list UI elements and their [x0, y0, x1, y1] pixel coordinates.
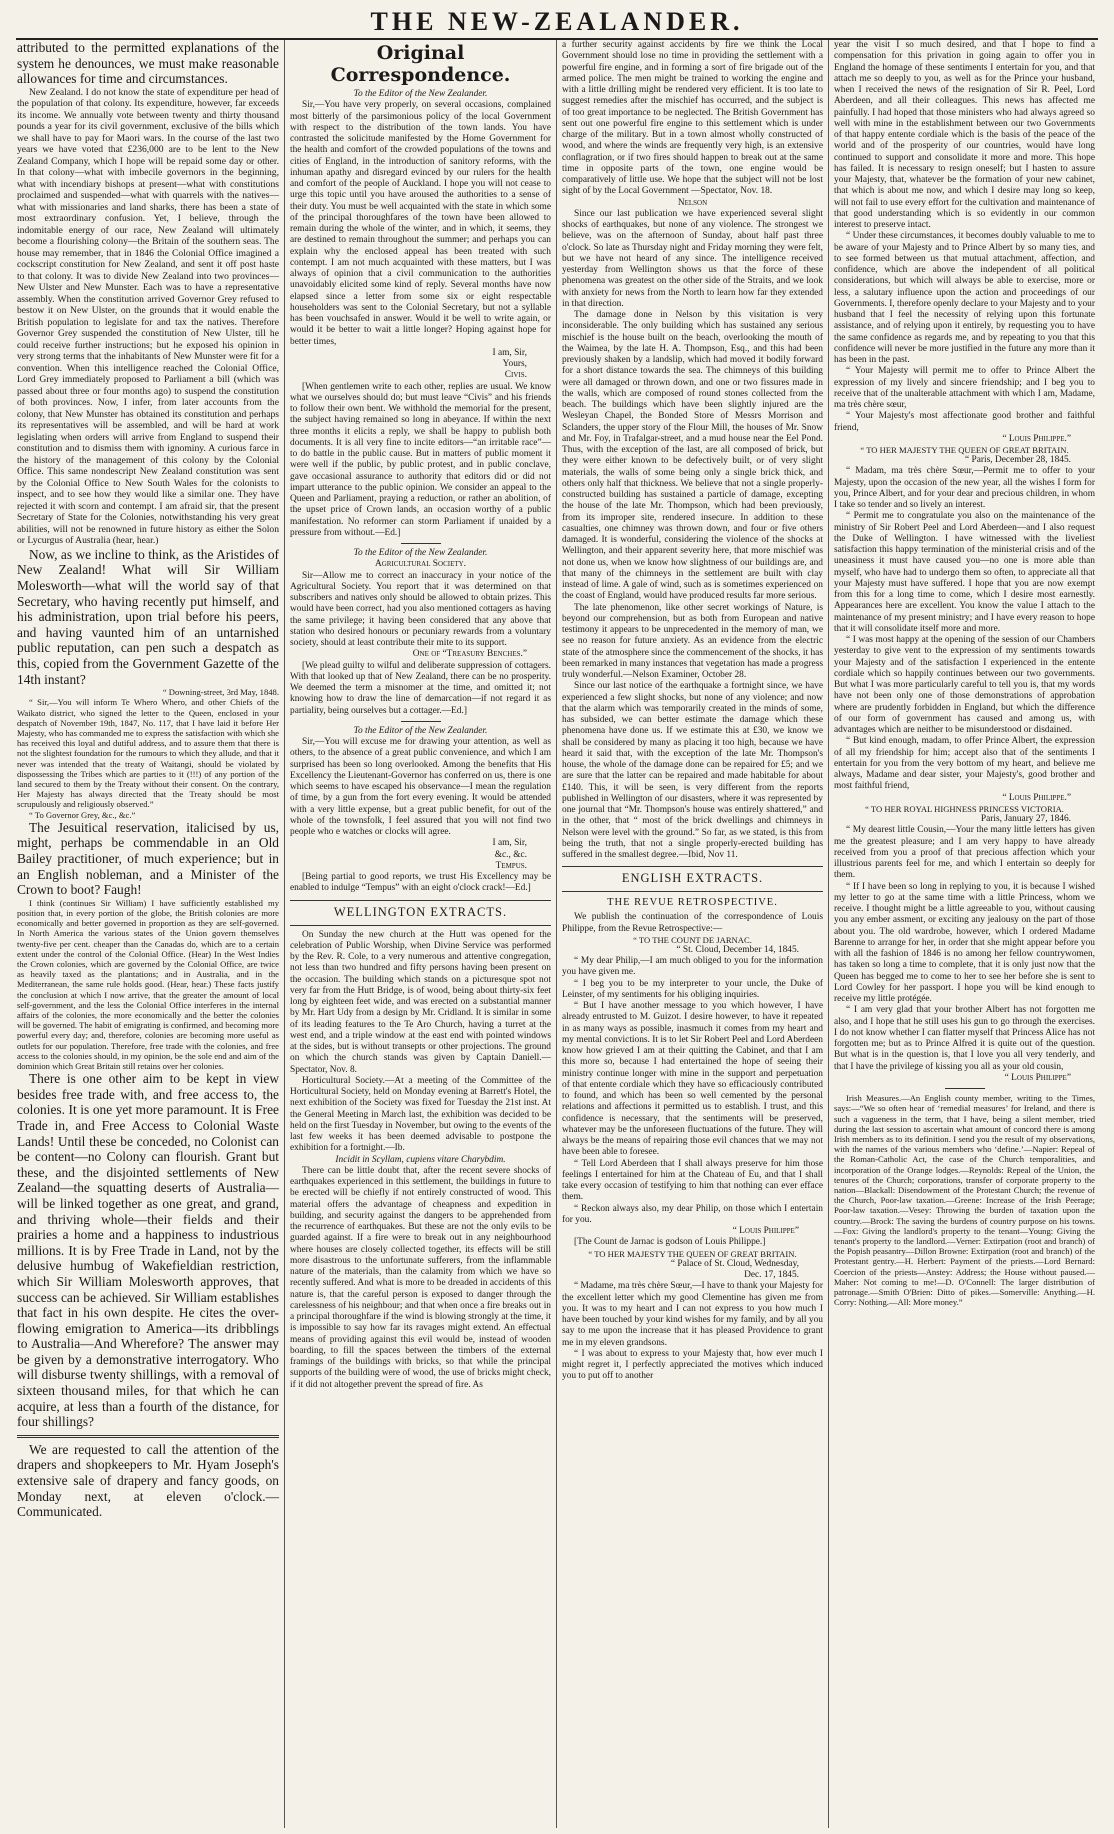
divider	[562, 866, 823, 867]
paragraph: attributed to the permitted explanations of the system he denounces, we must make reasonable allowances for time and circumstances.	[17, 40, 279, 87]
letter-body: Sir,—You will excuse me for drawing your attention, as well as others, to the absence of a great public convenience, and which I am surprised has been so long overlooked. Among the benefits that His Excellency the Lieutenant-Governor has conferred on us, there is one which seems to have escaped his observance—I mean the regulation of time, by a gun from the fort every evening. It would be attended with a very little expense, but a great public benefit, for out of the whole of the townsfolk, I feel assured that you will not find two people who e watches or clocks will agree.	[290, 737, 551, 837]
letter-signature: One of “Treasury Benches.”	[412, 649, 527, 660]
letter-body: “ I was about to express to your Majesty that, how ever much I might regret it, I perfectly appreciated the motives which induced you to put off to another	[562, 1348, 823, 1382]
paragraph: Irish Measures.—An English county member, writing to the Times, says:—“We so often hear of ‘remedial measures’ for Ireland, and there is such a vagueness in the term, that I have, being a silent member, tried during the last session to ascertain what amount of concord there is among Irish members as to its definition. I send you the result of my observations, with the names of the various members who ‘define.’—Napier: Repeal of the Roman-Catholic Act, the case of the Church temporalities, and incorporation of the Orange lodges.—Reynolds: Repeal of the Union, the tenures of the Church; corporations, transfer of corporate property to the nation—Blackall: Disendowment of the Protestant Church; the revenue of the Church, Poor-law taxation.—Greene: Increase of the Irish Peerage; Poor-law taxation.—Vesey: Throwing the burden of taxation upon the country.—Brock: The saving the burdens of country purpose on his towns.—Fox: Giving the landlord's property to the tenant—Young: Giving the tenant's property to the landlord.—Verner: Extirpation (root and branch) of the Popish peasantry—Dillon Browne: Extirpation (root and branch) of the Protestant gentry.—H. Herbert: Payment of the priests.—Lord Bernard: Coercion of the priests—Anstey: Address; the House without paused.—Maher: Not coming to me!—D. O'Connell: The larger distribution of patronage.—Smith O'Brien: Ditto of pikes.—Somerville: Anything.—H. Corry: Nothing.—All: More money.”	[834, 1093, 1095, 1308]
letter-body: “ Permit me to congratulate you also on the maintenance of the ministry of Sir Robert Peel and Lord Aberdeen—and I also request the Duke of Wellington. I have witnessed with the liveliest satisfaction this happy termination of the ministerial crisis and of the uneasiness it must have caused you—no one is more able than myself, who have had to undergo them so often, to appreciate all that your Majesty must have suffered. I hope that you are now exempt from this for a long time to come, which I desire most earnestly. Appearances here are excellent. You know the value I attach to the maintenance of my present ministry; and I have every reason to hope that it will consolidate itself more and more.	[834, 511, 1095, 634]
letter-closing: &c., &c.	[494, 849, 527, 860]
letter-body: “ My dearest little Cousin,—Your the many little letters has given me the greatest pleasure; and I am very happy to have already received from you a proof of that precious affection which your illustrious parents feel for me, and which I entertain so deeply for them.	[834, 825, 1095, 881]
letter-body: “ My dear Philip,—I am much obliged to you for the information you have given me.	[562, 956, 823, 978]
letter-body: “ Reckon always also, my dear Philip, on those which I entertain for you.	[562, 1203, 823, 1225]
letter-closing: I am, Sir,	[492, 347, 527, 358]
column-3	[556, 40, 828, 1828]
letter-address: To the Editor of the New Zealander.	[353, 725, 488, 736]
paragraph: Since our last notice of the earthquake a fortnight since, we have experienced a few slight shocks, but none of any violence; and now that the alarm which was temporarily created in the minds of some, has subsided, we can better estimate the damage which these phenomena have done us. If we estimate this at £30, we know we shall be considered by many as placing it too high, because we have heard it said that, with the exception of the late Mr. Thompson's house, the whole of the damage done can be repaired for £5; and we are sure that the latter can be repaired and made habitable for about £140. This, it will be seen, is very different from the reports published in Wellington of our disasters, where it was represented by one journal that “Mr. Thompson's house was entirely shattered,” and in the other, that “ most of the brick dwellings and chimneys in Nelson were level with the ground.” So far, as we stated, is this from being the truth, that not a single properly-erected building has suffered in the smallest degree.—Ibid, Nov 11.	[562, 681, 823, 860]
paragraph: Since our last publication we have experienced several slight shocks of earthquakes, but none of any violence. The strongest we believe, was on the afternoon of Sunday, about half past three o'clock. So late as Thursday night and Friday morning they were felt, but we have not heard of any since. The intelligence received yesterday from Wellington shows us that the force of these phenomena was greatest on the other side of the Straits, and we look with anxiety for news from the North to learn how far they extended in that direction.	[562, 208, 823, 309]
letter-body: “ Your Majesty will permit me to offer to Prince Albert the expression of my lively and sincere friendship; and I beg you to receive that of the unalterable attachment with which I am, Madame, ma très chère sœur,	[834, 366, 1095, 410]
letter-body: “ But I have another message to you which however, I have already entrusted to M. Guizot. I desire however, to have it repeated in as many ways as possible, inasmuch it comes from my heart and my mental convictions. It is to let Sir Robert Peel and Lord Aberdeen know how grieved I am at their quitting the Cabinet, and that I am this more so, because I had entertained the hope of seeing their ministry continue longer with mine in the support and perpetuation of that entente cordiale which they have so efficaciously contributed to found, and which has been so well cemented by the personal relations and affections it permitted us to establish. I trust, and this confidence is necessary, that the sentiments will be preserved, whatever may be the unforeseen fluctuations of the future. They will always be the means of repairing those evil chances that we may not have been able to foresee.	[562, 1001, 823, 1158]
letter-body: “ I beg you to be my interpreter to your uncle, the Duke of Leinster, of my sentiments for his obliging inquiries.	[562, 978, 823, 1000]
letter-dateline: “ St. Cloud, December 14, 1845.	[676, 944, 799, 955]
letter-address: “ TO HER MAJESTY THE QUEEN OF GREAT BRITAIN.	[588, 1248, 797, 1259]
paragraph: New Zealand. I do not know the state of expenditure per head of the population of that colony. Its expenditure, however, far exceeds its income. We annually vote between twenty and thirty thousand pounds a year for its civil government, exclusive of the bills which we shall have to pay for Maori wars. In the course of the last two years we have voted that £236,000 are to be lent to the New Zealand Company, which I hope will be repaid some day or other. In that colony—what with imbecile governors in the beginning, what with incendiary bishops at present—what with constitutions proclaimed and suspended—what with quarrels with the natives—what with missionaries and land sharks, there has been a state of most extraordinary confusion. Yet, I believe, through the indomitable energy of our race, New Zealand will ultimately become a flourishing colony—the Britain of the southern seas. The house may remember, that in 1846 the Colonial Office imagined a cockscript constitution for New Zealand, and sent it off post haste to that colony. It was to divide New Zealand into two provinces—New Ulster and New Munster. Each was to have a representative assembly. When the constitution arrived Governor Grey refused to bestow it on New Ulster, on the grounds that it would enable the British population to legislate for and tax the natives. Therefore Governor Grey suspended the constitution of New Ulster, till he could receive further instructions; but he exposed his opinion in very strong terms that the inhabitants of New Munster were fit for a convention. When this intelligence reached the Colonial Office, Lord Grey immediately proposed to Parliament a bill (which was passed about three or four months ago) to suspend the constitution of both provinces. Now, I infer, from later accounts from the colony, that New Munster has obtained its constitution and perhaps its representatives will be assembled, and will be hard at work legislating when orders will arrive from England to suspend their constitution and to dismiss them with ignominy. A curious farce in the history of the management of this colony by the Colonial Office. This same nondescript New Zealand constitution was sent by the Colonial Office to New South Wales for the colonists to inspect, and to see how they would like a similar one. They have rejected it with scorn and contempt. I am afraid sir, that the present Secretary of State for the Colonies, notwithstanding his very great abilities, will not be renowned in future history as either the Solon or Lycurgus of Australia (hear, hear.)	[17, 86, 279, 547]
divider	[562, 891, 823, 892]
letter-body: “ Madam, ma très chère Sœur,—Permit me to offer to your Majesty, upon the occasion of the new year, all the wishes I form for you, Prince Albert, and for your dear and precious children, in whom I take so tender and so lively an interest.	[834, 466, 1095, 511]
letter-body: “ I am very glad that your brother Albert has not forgotten me also, and I hope that he still uses his gun to go through the exercises. I do not know whether I can flatter myself that Princess Alice has not forgotten me; but as to Prince Alfred it is quite out of the question. But what is in the question is, that I love you all very tenderly, and that I have the privilege of kissing you all as your old cousin,	[834, 1005, 1095, 1072]
paragraph: We publish the continuation of the correspondence of Louis Philippe, from the Revue Retrospective:—	[562, 912, 823, 934]
letter-body: Sir—Allow me to correct an inaccuracy in your notice of the Agricultural Society. You report that it was determined on that subscribers and natives only should be allowed to obtain prizes. This would have been correct, had you also mentioned cottagers as having the same privilege; it having been considered that any above that station who desired honours or pecuniary rewards from a voluntary society, should at least contribute their mite to its support.	[290, 570, 551, 648]
letter-signature: “ Louis Philippe.”	[1002, 792, 1071, 803]
column-1	[12, 40, 284, 1828]
letter-body: “ Your Majesty's most affectionate good brother and faithful friend,	[834, 411, 1095, 433]
letter-signature: “ Louis Philippe”	[732, 1226, 799, 1237]
section-heading: ENGLISH EXTRACTS.	[621, 871, 764, 886]
letter-address: To the Editor of the New Zealander.	[353, 89, 488, 99]
letter-signature: Tempus.	[495, 860, 527, 871]
subheading: THE REVUE RETROSPECTIVE.	[607, 897, 778, 909]
section-heading: WELLINGTON EXTRACTS.	[333, 904, 508, 919]
editor-note: [The Count de Jarnac is godson of Louis Philippe.]	[574, 1237, 766, 1248]
letter-dateline: “ Paris, December 28, 1845.	[965, 455, 1071, 466]
despatch-text: “ Sir,—You will inform Te Whero Whero, and other Chiefs of the Waikato district, who signed the letter to the Queen, enclosed in your despatch of November 19th, 1847, No. 117, that I have laid it before Her Majesty, who has commanded me to express the satisfaction with which she has received this loyal and dutiful address, and to assure them that there is not the slightest foundation for the rumours to which they allude, and that it never was intended that the treaty of Waitangi, should be violated by dispossessing the Tribes which are parties to it (!!!) of any portion of the land secured to them by the Treaty without their consent. On the contrary, Her Majesty has always directed that the Treaty should be most scrupulously and religiously observed.”	[17, 697, 279, 810]
letter-dateline: Paris, January 27, 1846.	[980, 814, 1071, 825]
letter-closing: I am, Sir,	[492, 838, 527, 849]
letter-address: “ TO HER MAJESTY THE QUEEN OF GREAT BRITAIN.	[860, 445, 1069, 455]
divider	[17, 1435, 279, 1438]
editor-note: [Being partial to good reports, we trust His Excellency may be enabled to indulge “Tempus” with an eight o'clock crack!—Ed.]	[290, 872, 551, 894]
letter-dateline: Dec. 17, 1845.	[744, 1270, 799, 1281]
epigraph: Incidit in Scyllam, cupiens vitare Charybdim.	[335, 1154, 506, 1165]
letter-body: “ I was most happy at the opening of the session of our Chambers yesterday to give vent to the expression of my sentiments towards your Majesty and of the satisfaction I experienced in the entente cordiale which so happily continues between our two governments. But what I was more particularly careful to tell you is, that my words have not been only one of those demonstrations of approbation where are prudently forbidden in England, but which the difference of our form of government has caused and among us, with advantages which are neither to be misunderstood or disdained.	[834, 635, 1095, 736]
divider	[401, 543, 441, 544]
paragraph: Horticultural Society.—At a meeting of the Committee of the Horticultural Society, held on Monday evening at Barrett's Hotel, the next exhibition of the Society was fixed for Tuesday the 21st inst. At the General Meeting in March last, the exhibition was decided to be held on the first Tuesday in November, but owing to the events of the last few weeks it has been deemed advisable to postpone the exhibition for a fortnight.—Ib.	[290, 1075, 551, 1154]
editor-note: [We plead guilty to wilful and deliberate suppression of cottagers. With that looked up that of New Zealand, there can be no prosperity. We deemed the term a misnomer at the time, and omitted it; not knowing how to draw the line of demarcation—if not regard it as partiality, being ourselves but a cottager.—Ed.]	[290, 660, 551, 716]
letter-body: “ But kind enough, madam, to offer Prince Albert, the expression of all my friendship for him; accept also that of the sentiments I entertain for you from the very bottom of my heart, and believe me always, Madame and dear sister, your Majesty's, good brother and most faithful friend,	[834, 736, 1095, 792]
paragraph: On Sunday the new church at the Hutt was opened for the celebration of Public Worship, when Divine Service was performed by the Rev. R. Cole, to a very numerous and attentive congregation, not less than two hundred and fifty persons having been present on the occasion. The building which stands on a picturesque spot not very far from the Hutt Bridge, is of wood, being about thirty-six feet long by eighteen feet wide, and was erected on a substantial manner by Mr. Hart Udy from a design by Mr. Cridland. It is similar in some of its leading features to the Te Aro Church, having a turret at the west end, and a triple window at the east end with pointed windows at the sides, but is without transepts or other projections. The ground on which the church stands was given by Captain Daniell.—Spectator, Nov. 8.	[290, 929, 551, 1075]
letter-address: “ TO THE COUNT DE JARNAC.	[633, 934, 752, 945]
letter-dateline: “ Palace of St. Cloud, Wednesday,	[670, 1258, 799, 1269]
section-heading: Original Correspondence.	[330, 42, 511, 86]
column-4	[828, 40, 1100, 1828]
letter-address: “ TO HER ROYAL HIGHNESS PRINCESS VICTORIA.	[865, 803, 1064, 814]
divider	[401, 721, 441, 722]
letter-body: “ Under these circumstances, it becomes doubly valuable to me to be aware of your Majesty and to Prince Albert by so many ties, and to see formed between us that mutual attachment, affection, and confidence, which are above the independent of all political considerations, but which will always be able to exercise, more or less, a salutary influence upon the action and proceedings of our Governments. I, therefore openly declare to your Majesty and to your husband that I feel the necessity of relying upon this fortunate assistance, and of relying upon it entirely, by requesting you to have the same confidence as regards me, and by repeating to you that this confidence will never be more justified in the future any more than it has been in the past.	[834, 231, 1095, 365]
column-2	[284, 40, 556, 1828]
divider	[290, 925, 551, 926]
letter-signature: “ Louis Philippe”	[1004, 1072, 1071, 1083]
letter-subject: Agricultural Society.	[374, 559, 467, 570]
paragraph: The late phenomenon, like other secret workings of Nature, is beyond our comprehension, but as both from European and native testimony it appears to be unprecedented in the memory of man, we see no reason for future anxiety. As an evidence from the electric state of the atmosphere since the commencement of the shocks, it has been remarked in many instances that vegetation has made a progress truly wonderful.—Nelson Examiner, October 28.	[562, 602, 823, 680]
paragraph: There is one other aim to be kept in view besides free trade with, and free access to, the colonies. It is one yet more paramount. It is Free Trade in, and Free Access to Colonial Waste Lands! Until these be conceded, no Colonist can be content—no Colony can flourish. Grant but these, and the disjointed settlements of New Zealand—the squatting deserts of Australia—will be linked together as one great, and grand, and thriving whole—their fields and their prairies a home and a happiness to industrious millions. It is by Free Trade in Land, not by the delusive humbug of Wakefieldian restriction, which Sir William Molesworth approves, that success can be achieved. Sir William establishes that fact in his own despite. He cites the over-flowing emigration to America—its dribblings to Australia—And Wherefore? The answer may be given by a demonstrative interrogatory. Who will disburse twenty shillings, with a removal of sixteen thousand miles, for that which he can acquire, at less than a fourth of the distance, for four shillings?	[17, 1071, 279, 1430]
paragraph: There can be little doubt that, after the recent severe shocks of earthquakes experienced in this settlement, the buildings in future to be erected will be chiefly if not entirely constructed of wood. This material offers the advantage of cheapness and expedition in building, and security against the dangers to be apprehended from the recurrence of earthquakes. But these are not the only evils to be guarded against. If a fire were to break out in any neighbourhood where houses are closely collected together, its effects will be still more disastrous to the unfortunate sufferers, from the inflammable nature of the materials, than the calamity from which we have so recently suffered. And what is more to be dreaded in accidents of this nature is, that the careful person is exposed to danger through the carelessness of his neighbour; and that when once a fire breaks out in a principal thoroughfare if the wind is blowing strongly at the time, it is impossible to say how far its ravages might extend. An effectual means of providing against this evil would be, instead of wooden boarding, to fill the spaces between the timbers of the external framings of the buildings with bricks, so that while the principal supports of the building were of wood, the use of bricks might check, if it did not altogether prevent the spread of fire. As	[290, 1165, 551, 1390]
letter-body: year the visit I so much desired, and that I hope to find a compensation for this privation in going again to offer you in England the homage of these sentiments I entertain for you, and that attach me so deeply to you, as well as for the Prince your husband, when I received the news of the resignation of Sir R. Peel, Lord Aberdeen, and all their colleagues. This news has affected me painfully. I had hoped that those ministers who had always agreed so well with mine in the establishment between our two Governments of that happy entente cordiale which is the basis of the peace of the world and of the prosperity of our countries, would have long continued to support and consolidate it more and more. This hope has failed. It is necessary to resign oneself; but I hasten to assure your Majesty, that, whatever be the formation of your new cabinet, that which is about me now, and which I desire may long so keep, will not fail to use every effort for the cultivation and maintenance of that good understanding which is so evidently in our common interest to preserve intact.	[834, 40, 1095, 230]
advert-notice: We are requested to call the attention of the drapers and shopkeepers to Mr. Hyam Joseph's extensive sale of drapery and fancy goods, on Monday next, at eleven o'clock.—Communicated.	[17, 1441, 279, 1520]
letter-signature: Civis.	[504, 370, 527, 381]
despatch-address: “ To Governor Grey, &c., &c.”	[29, 809, 136, 820]
masthead: THE NEW-ZEALANDER.	[16, 6, 1098, 40]
divider	[290, 900, 551, 901]
letter-closing: Yours,	[502, 359, 527, 369]
divider	[945, 1088, 985, 1089]
letter-body: “ Tell Lord Aberdeen that I shall always preserve for him those feelings I entertained for him at the Chateau of Eu, and that I shall take every occasion of testifying to him that nothing can ever efface them.	[562, 1158, 823, 1203]
letter-body: Sir,—You have very properly, on several occasions, complained most bitterly of the parsimonious policy of the local Government with respect to the distribution of the town lands. You have contrasted the solicitude manifested by the Home Government for the health and comfort of the crowded populations of the towns and cities of England, in the introduction of sanitory reforms, with the inhuman apathy and disregard evinced by our rulers for the health and comfort of the people of Auckland. I hope you will not cease to urge this topic until you have aroused the authorities to a sense of their duty. You must be well acquainted with the state in which some of the principal thoroughfares of the town have been allowed to remain during the whole of the winter, and in which, it seems, they are destined to remain throughout the summer; and perhaps you can explain why the enclosed appeal has been treated with such contempt. I am not much acquainted with these matters, but I was always of opinion that a civil communication to the authorities unavoidably elicited some kind of reply. Several months have now elapsed since a letter from some six or eight respectable householders was sent to the Colonial Secretary, but not a syllable has been vouchsafed in answer. Would it be well to write again, or would it be better to wait a little longer? Hoping against hope for better times,	[290, 100, 551, 347]
paragraph: Now, as we incline to think, as the Aristides of New Zealand! What will Sir William Molesworth—what will the world say of that Secretary, who having recently put himself, and his administration, upon trial before his peers, and having vaunted him of an untarnished public reputation, can pen such a despatch as this, copied from the Government Gazette of the 14th instant?	[17, 546, 279, 687]
subheading: Nelson	[677, 197, 708, 208]
paragraph: The damage done in Nelson by this visitation is very inconsiderable. The only building which has sustained any serious mischief is the house built on the beach, overlooking the mouth of the Waimea, by the late H. A. Thompson, Esq., and this had been previously shaken by a landslip, which had moved it bodily forward for a short distance towards the sea. The chimneys of this building were all damaged or thrown down, and one or two fissures made in the walls, which are composed of round stones collected from the beach. The buildings which have been slightly injured are the Wesleyan Chapel, the Bonded Store of Messrs Morrison and Sclanders, the upper story of the Flour Mill, the houses of Mr. Snow and Mr. Foy, in Trafalgar-street, and a mud house near the Eel Pond. Thus, with the exception of the last, are all composed of brick, but they were either known to be defectively built, or of very slight materials, the walls of some being only a single brick thick, and others only half that thickness. We believe that not a single properly-constructed building has sustained a particle of damage, excepting the house of the late Mr. Thompson, which had been previously, from its improper site, rendered insecure. In addition to these casualties, one chimney was thrown down, and four or five others damaged. It is wonderful, considering the violence of the shocks at Wellington, and their apparent severity here, that more mischief was not done us, when we know how slightness of our buildings are, and that many of the chimneys in the settlement are built with clay instead of lime. A gale of wind, such as is sometimes experienced on the coast of England, would have produced results far more serious.	[562, 310, 823, 602]
editor-note: [When gentlemen write to each other, replies are usual. We know what we ourselves should do; but must leave “Civis” and his friends to follow their own bent. We withhold the memorial for the present, the subject having remained so long in abeyance. If within the next three months it elicits a reply, we shall be happy to publish both documents. It is all very fine to incite editors—“an irritable race”—to do battle in the public cause. But in matters of public moment it were well if the public, by public protest, and in public conclave, gave occasional assurance to authority that editors did or did not impart utterance to the public opinion. We consider an appeal to the Queen and Parliament, praying a reduction, or rather an abolition, of the upset price of Crown lands, an occasion worthy of a public manifestation. No reformer can storm Parliament if unaided by a pressure from without.—Ed.]	[290, 381, 551, 538]
despatch-dateline: “ Downing-street, 3rd May, 1848.	[162, 687, 279, 698]
letter-signature: “ Louis Philippe.”	[1002, 433, 1071, 444]
paragraph: I think (continues Sir William) I have sufficiently established my position that, in every portion of the globe, the British colonies are more economically and better governed in proportion as they are self-governed. In North America the various states of the Union govern themselves twenty-five per cent. cheaper than the Canadas do, which are to a certain extent under the control of the Colonial Office. (Hear) In the West Indies the Crown colonies, which are governed by the Colonial Office, are twice as heavily taxed as the plantations; and in Australia, and in the Mediterranean, the same rule holds good. (Hear, hear.) These facts justify the conclusion at which I now arrive, that the greater the amount of local self-government, and the less the Colonial Office interferes in the internal affairs of the colonies, the more economically and the better the colonies will be governed. The habit of emigrating is confirmed, and becoming more powerful every day; and, therefore, colonies are becoming more useful as outlets for our population. Therefore, free trade with the colonies, and free access to the colonies should, in my opinion, be the sole end and aim of the dominion which Great Britain still retains over her colonies.	[17, 897, 279, 1071]
columns	[12, 40, 1102, 1828]
letter-address: To the Editor of the New Zealander.	[353, 548, 488, 558]
paragraph: The Jesuitical reservation, italicised by us, might, perhaps be commendable in an Old Bailey practitioner, of much experience; but in an English nobleman, and a Minister of the Crown to boot? Faugh!	[17, 819, 279, 898]
letter-body: “ Madame, ma très chère Sœur,—I have to thank your Majesty for the excellent letter which my good Clementine has given me from you. It was to my heart and I can not express to you how much I have been touched by your kind wishes for my family, and by all you say to me upon the increase that it has pleased Providence to grant me in my eleven grandsons.	[562, 1281, 823, 1348]
paragraph: a further security against accidents by fire we think the Local Government should lose no time in providing the settlement with a powerful fire engine, and in forming a sort of fire brigade out of the armed police. The men might be trained to working the engine and with a little drilling might be rendered very efficient. It is too late to suggest remedies after the mischief has occurred, and the subject is of too great importance to be neglected. The British Government has sent out one powerful fire engine to this settlement which is under charge of the military. But in a town almost wholly constructed of wood, and where the winds are frequently very high, is an extensive conflagration, or if two fires should happen to break out at the same time in opposite parts of the town, one engine would be comparatively of little use. We hope that the subject will not be lost sight of by the Local Government —Spectator, Nov. 18.	[562, 40, 823, 197]
letter-body: “ If I have been so long in replying to you, it is because I wished my letter to go at the same time with a little Princess, whom we receive. I thought might be a little agreeable to you, without causing you any ember assment, or exciting any jealousy on the part of those about you. The old wardrobe, however, which I ordered Madame Barenne to arrange for her, in order that she might appear before you with all the fashion of 1846 is no among her fellow countrywomen, has taken so long a time to complete, that it is only just now that the Queen has begged me to come to her to see her before she is sent to Lord Cowley for her passport. I hope you will be kind enough to receive my little protégée.	[834, 881, 1095, 1005]
